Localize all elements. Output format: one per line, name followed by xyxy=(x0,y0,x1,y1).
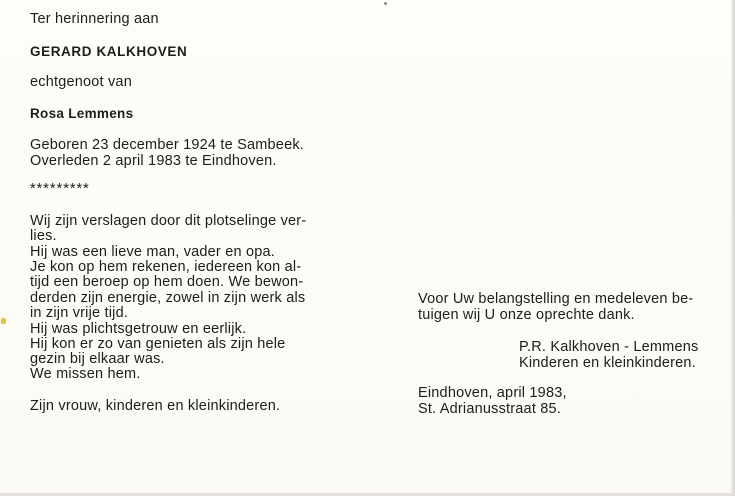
text-line: in zijn vrije tijd. xyxy=(30,305,129,321)
address: St. Adrianusstraat 85. xyxy=(418,401,562,417)
thanks-line-1: Voor Uw belangstelling en medeleven be- xyxy=(418,291,694,307)
signature-line: Zijn vrouw, kinderen en kleinkinderen. xyxy=(30,398,281,414)
separator: ********* xyxy=(30,181,90,197)
text-line: Wij zijn verslagen door dit plotselinge ver- xyxy=(30,213,307,229)
text-line: derden zijn energie, zowel in zijn werk als xyxy=(30,290,306,306)
place-date: Eindhoven, april 1983, xyxy=(418,385,567,401)
text-line: Hij was plichtsgetrouw en eerlijk. xyxy=(30,321,247,337)
spouse-name: Rosa Lemmens xyxy=(30,106,134,121)
text-line: We missen hem. xyxy=(30,366,141,382)
family-line-1: P.R. Kalkhoven - Lemmens xyxy=(519,339,699,355)
birth-line: Geboren 23 december 1924 te Sambeek. xyxy=(30,137,305,153)
death-line: Overleden 2 april 1983 te Eindhoven. xyxy=(30,153,277,169)
text-line: Hij kon er zo van genieten als zijn hele xyxy=(30,336,286,352)
family-line-2: Kinderen en kleinkinderen. xyxy=(519,355,696,371)
yellow-mark xyxy=(1,318,6,324)
text-line: Je kon op hem rekenen, iedereen kon al- xyxy=(30,259,302,275)
relation-text: echtgenoot van xyxy=(30,74,132,90)
deceased-name: GERARD KALKHOVEN xyxy=(30,44,188,59)
intro-text: Ter herinnering aan xyxy=(30,11,159,27)
dust-speck xyxy=(384,2,387,5)
card-edge-right xyxy=(731,0,735,496)
text-line: gezin bij elkaar was. xyxy=(30,351,165,367)
text-line: tijd een beroep op hem doen. We bewon- xyxy=(30,274,304,290)
text-line: lies. xyxy=(30,228,57,244)
text-line: Hij was een lieve man, vader en opa. xyxy=(30,244,275,260)
thanks-line-2: tuigen wij U onze oprechte dank. xyxy=(418,307,635,323)
